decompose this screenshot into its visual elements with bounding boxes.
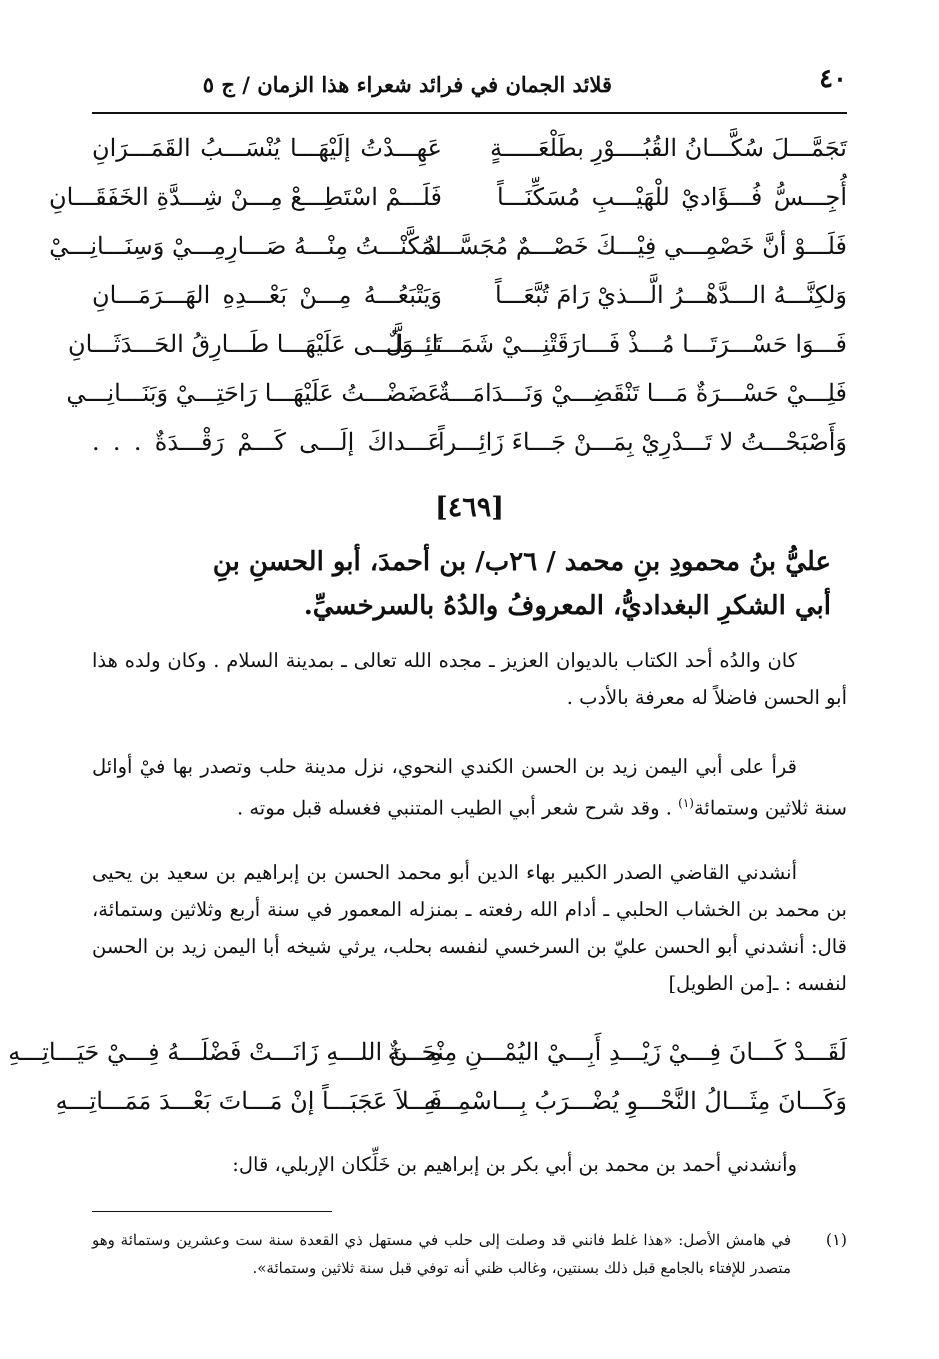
paragraph-1 bbox=[92, 642, 847, 716]
footnote-marker: (١) bbox=[825, 1230, 847, 1249]
running-title: قلائد الجمان في فرائد شعراء هذا الزمان / ج ٥ bbox=[202, 72, 612, 97]
verse-second-hemistich: تَـــوَلَّـــى عَلَيْهَـــا طَـــارِقُ الحَـــدَثَـــانِ bbox=[67, 330, 442, 358]
verse-first-hemistich: فَلِـــيْ حَسْـــرَةٌ مَـــا تَنْقَضِـــيْ وَنَـــدَامَـــةٌ bbox=[438, 379, 847, 407]
poem-verse bbox=[55, 1081, 847, 1130]
verse-second-hemistich: وَيَتْبَعُـــهُ مِـــنْ بَعْـــدِهِ الهَـــرَمَـــانِ bbox=[92, 281, 442, 309]
verse-second-hemistich: فَـــلاَ عَجَبَـــاً إنْ مَـــاتَ بَعْـــدَ مَمَـــاتِـــهِ bbox=[55, 1087, 442, 1115]
poem-verse bbox=[92, 422, 847, 471]
header-rule bbox=[92, 112, 847, 114]
verse-second-hemistich: فَلَـــمْ اسْتَطِـــعْ مِـــنْ شِـــدَّةِ الخَفَقَـــانِ bbox=[49, 183, 442, 211]
verse-second-hemistich: عَهِـــدْتُ إلَيْهَـــا يُنْسَـــبُ القَمَـــرَانِ bbox=[92, 134, 442, 162]
verse-first-hemistich: تَجَمَّـــلَ سُكَّـــانُ القُبُــــوْرِ بطَلْعَـــــةٍ bbox=[490, 134, 847, 162]
poem-verse bbox=[67, 324, 847, 373]
footnote-rule bbox=[92, 1211, 332, 1212]
paragraph-text-part: قرأ على أبي اليمن زيد بن الحسن الكندي النحوي، نزل مدينة حلب وتصدر بها فيْ أوائل سنة ثلاثين وستمائة bbox=[92, 755, 847, 820]
footnote-reference[interactable]: (١) bbox=[678, 796, 694, 810]
verse-second-hemistich: عَـــداكَ إلَـــى كَـــمْ رَقْـــدَةٌ . . . bbox=[92, 428, 442, 456]
poem-block-2 bbox=[8, 1032, 847, 1130]
running-head bbox=[95, 64, 847, 100]
verse-second-hemistich: عَضَضْـــتُ عَلَيْهَـــا رَاحَتِـــيْ وَبَنَـــانِـــي bbox=[66, 379, 442, 407]
entry-heading-line-1: عليُّ بنُ محمودِ بنِ محمد / ٢٦ب/ بن أحمدَ، أبو الحسنِ بنِ bbox=[212, 547, 831, 577]
verse-first-hemistich: فَلَـــوْ أنَّ خَصْمِـــي فِيْـــكَ خَصْـــمٌ مُجَسَّـــدٌ bbox=[424, 232, 847, 260]
paragraph-text: وأنشدني أحمد بن محمد بن أبي بكر بن إبراهيم بن خَلِّكان الإربلي، قال: bbox=[232, 1153, 797, 1176]
paragraph-3 bbox=[92, 854, 847, 1002]
verse-first-hemistich: وَأَصْبَحْـــتُ لا تَـــدْرِيْ بِمَـــنْ جَـــاءَ زَائِـــراً bbox=[438, 428, 847, 456]
verse-first-hemistich: أُجِـــسُّ فُـــؤَاديْ للْهَيْـــبِ مُسَكِّنَـــاً bbox=[497, 183, 847, 211]
entry-heading bbox=[150, 540, 831, 628]
footnote-text: في هامش الأصل: «هذا غلط فانني قد وصلت إلى حلب في مستهل ذي القعدة سنة ست وعشرين وستمائة وهو متصدر للإفتاء بالجامع قبل ذلك بسنتين، وغالب ظني أنه توفي قبل سنة ثلاثين وستمائة». bbox=[92, 1231, 791, 1277]
paragraph-text bbox=[92, 748, 847, 827]
poem-verse bbox=[8, 1032, 847, 1081]
verse-first-hemistich: فَـــوَا حَسْـــرَتَـــا مُـــذْ فَـــارَقَتْنِـــيْ شَمَـــائِـــلٌ bbox=[385, 330, 847, 358]
poem-verse bbox=[92, 128, 847, 177]
paragraph-4 bbox=[92, 1146, 847, 1183]
poem-verse bbox=[92, 275, 847, 324]
poem-verse bbox=[49, 177, 847, 226]
verse-second-hemistich: مِـــنَ اللـــهِ زَانَـــتْ فَضْلَـــهُ فِـــيْ حَيَـــاتِـــهِ bbox=[8, 1038, 442, 1066]
footnote bbox=[92, 1226, 847, 1282]
verse-second-hemistich: لمَكَّنْـــتُ مِنْـــهُ صَـــارِمِـــيْ وَسِنَـــانِـــيْ bbox=[49, 232, 442, 260]
verse-first-hemistich: وَكَـــانَ مِثَـــالُ النَّحْـــوِ يُضْـــرَبُ بِـــاسْمِـــهِ bbox=[423, 1087, 847, 1115]
entry-number: [٤٦٩] bbox=[434, 492, 505, 523]
paragraph-text-part: . وقد شرح شعر أبي الطيب المتنبي فغسله قبل موته . bbox=[236, 796, 679, 820]
page-number: ٤٠ bbox=[819, 64, 847, 94]
paragraph-2 bbox=[92, 748, 847, 827]
verse-first-hemistich: لَقَـــدْ كَـــانَ فِـــيْ زَيْـــدِ أَبِـــيْ اليُمْـــنِ مِنْحَـــةٌ bbox=[387, 1038, 847, 1066]
paragraph-text: كان والدُه أحد الكتاب بالديوان العزيز ـ مجده الله تعالى ـ بمدينة السلام . وكان ولده هذا أبو الحسن فاضلاً له معرفة بالأدب . bbox=[92, 649, 847, 709]
entry-heading-line-2: أبي الشكرِ البغداديُّ، المعروفُ والدُهُ بالسرخسيِّ. bbox=[303, 591, 831, 621]
verse-first-hemistich: وَلكِنَّـــهُ الـــدَّهْـــرُ الَّـــذيْ رَامَ تُبَّعَـــاً bbox=[494, 281, 847, 309]
paragraph-text: أنشدني القاضي الصدر الكبير بهاء الدين أبو محمد الحسن بن إبراهيم بن سعيد بن يحيى بن محمد بن الخشاب الحلبي ـ أدام الله رفعته ـ بمنزله المعمور في سنة أربع وثلاثين وستمائة، قال: أنشدني أبو الحسن عليّ بن السرخسي لنفسه بحلب، يرثي شيخه أبا اليمن زيد بن الحسن لنفسه : ـ[من الطويل] bbox=[92, 861, 847, 995]
poem-block-1 bbox=[49, 128, 847, 471]
poem-verse bbox=[49, 226, 847, 275]
poem-verse bbox=[66, 373, 847, 422]
